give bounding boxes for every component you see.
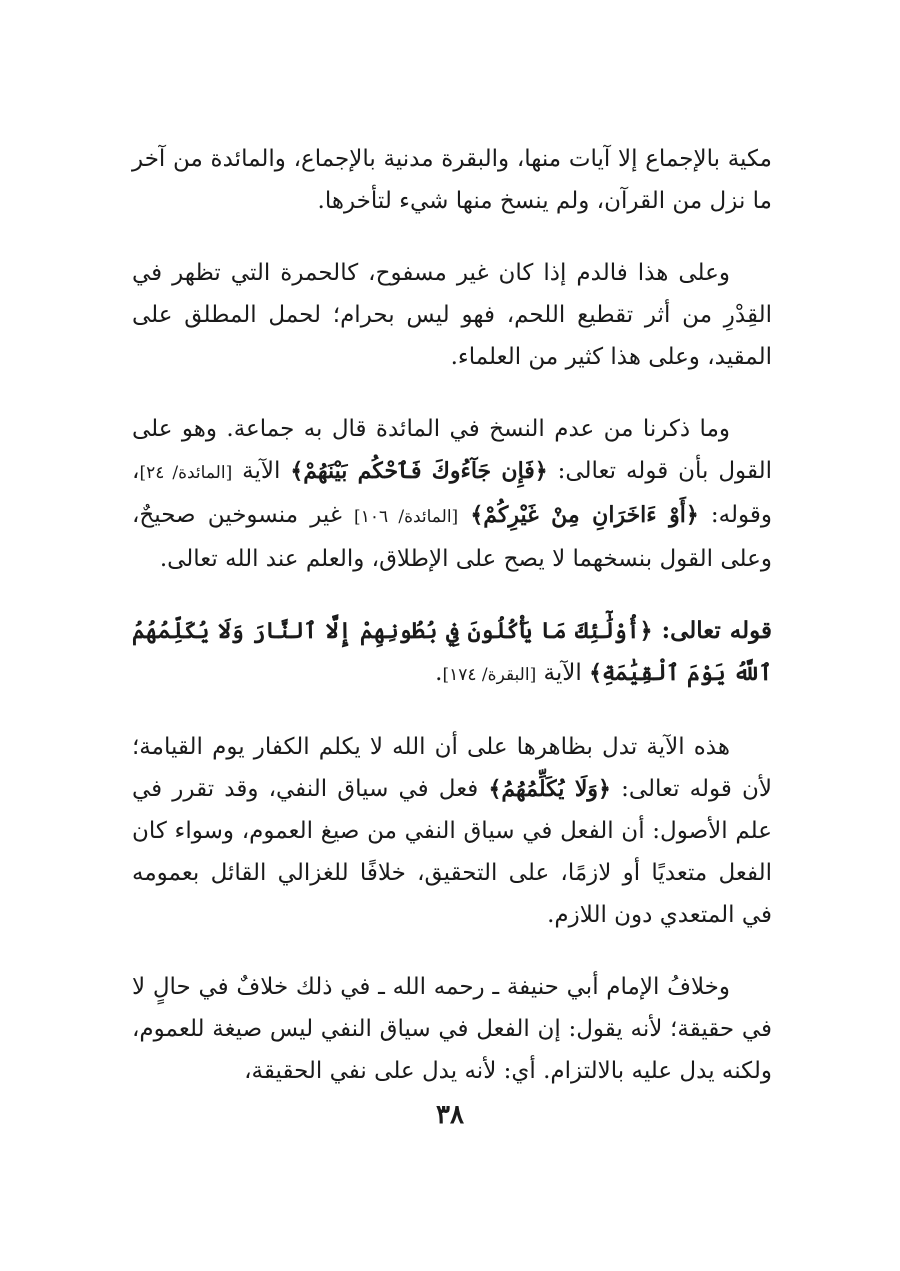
paragraph-6-text: وخلافُ الإمام أبي حنيفة ـ رحمه الله ـ في ذلك خلافٌ في حالٍ لا في حقيقة؛ لأنه يقول: إن الفعل في سياق النفي ليس صيغة للعموم، ولكنه يدل عليه بالالتزام. أي: لأنه يدل على نفي الحقيقة، [132, 974, 772, 1084]
paragraph-5 [132, 726, 772, 936]
quran-verse-4: ﴿وَلَا يُكَلِّمُهُمُ﴾ [488, 776, 611, 802]
paragraph-1-text: مكية بالإجماع إلا آيات منها، والبقرة مدنية بالإجماع، والمائدة من آخر ما نزل من القرآن، ولم ينسخ منها شيء لتأخرها. [132, 146, 772, 214]
paragraph-6 [132, 966, 772, 1092]
paragraph-5-text-b: فعل في سياق النفي، وقد تقرر في علم الأصول: أن الفعل في سياق النفي من صيغ العموم، وسواء كان الفعل متعديًا أو لازمًا، على التحقيق، خلافًا للغزالي القائل بعمومه في المتعدي دون اللازم. [132, 776, 772, 928]
verse-heading-text-a: الآية [536, 660, 590, 686]
quran-verse-2: ﴿أَوْ ءَاخَرَانِ مِنْ غَيْرِكُمْ﴾ [470, 502, 699, 528]
paragraph-3-text-a: وما ذكرنا من عدم النسخ في المائدة قال به جماعة. وهو على القول بأن قوله تعالى: [132, 416, 772, 484]
paragraph-3-text-b: الآية [232, 458, 291, 484]
verse-heading-paragraph [132, 610, 772, 696]
quran-verse-1: ﴿فَإِن جَآءُوكَ فَٱحْكُم بَيْنَهُمْ﴾ [290, 458, 548, 484]
page-number: ٣٨ [436, 1100, 464, 1130]
paragraph-2-text: وعلى هذا فالدم إذا كان غير مسفوح، كالحمرة التي تظهر في القِدْرِ من أثر تقطيع اللحم، فهو ليس بحرام؛ لحمل المطلق على المقيد، وعلى هذا كثير من العلماء. [132, 260, 772, 370]
page-body [132, 138, 772, 1122]
verse-reference-2: [المائدة/ ١٠٦] [354, 507, 459, 527]
verse-heading-label: قوله تعالى: [652, 617, 772, 644]
paragraph-3-text-d [458, 502, 470, 528]
quran-verse-3: ﴿أُوْلَٰٓئِكَ مَا يَأْكُلُونَ فِي بُطُونِهِمْ إِلَّا ٱلنَّارَ وَلَا يُكَلِّمُهُمُ ٱللَّهُ يَوْمَ ٱلْقِيَٰمَةِ﴾ [132, 618, 772, 686]
verse-reference-3: [البقرة/ ١٧٤] [442, 665, 537, 685]
paragraph-3-text-c: ، وقوله: [132, 458, 772, 528]
verse-reference-1: [المائدة/ ٢٤] [139, 463, 233, 483]
paragraph-2 [132, 252, 772, 378]
paragraph-1 [132, 138, 772, 222]
verse-heading-text-b: . [435, 660, 443, 686]
paragraph-3 [132, 408, 772, 580]
paragraph-5-text-a: هذه الآية تدل بظاهرها على أن الله لا يكلم الكفار يوم القيامة؛ لأن قوله تعالى: [132, 734, 773, 802]
paragraph-3-text-e: غير منسوخين صحيحٌ، وعلى القول بنسخهما لا يصح على الإطلاق، والعلم عند الله تعالى. [132, 502, 772, 572]
